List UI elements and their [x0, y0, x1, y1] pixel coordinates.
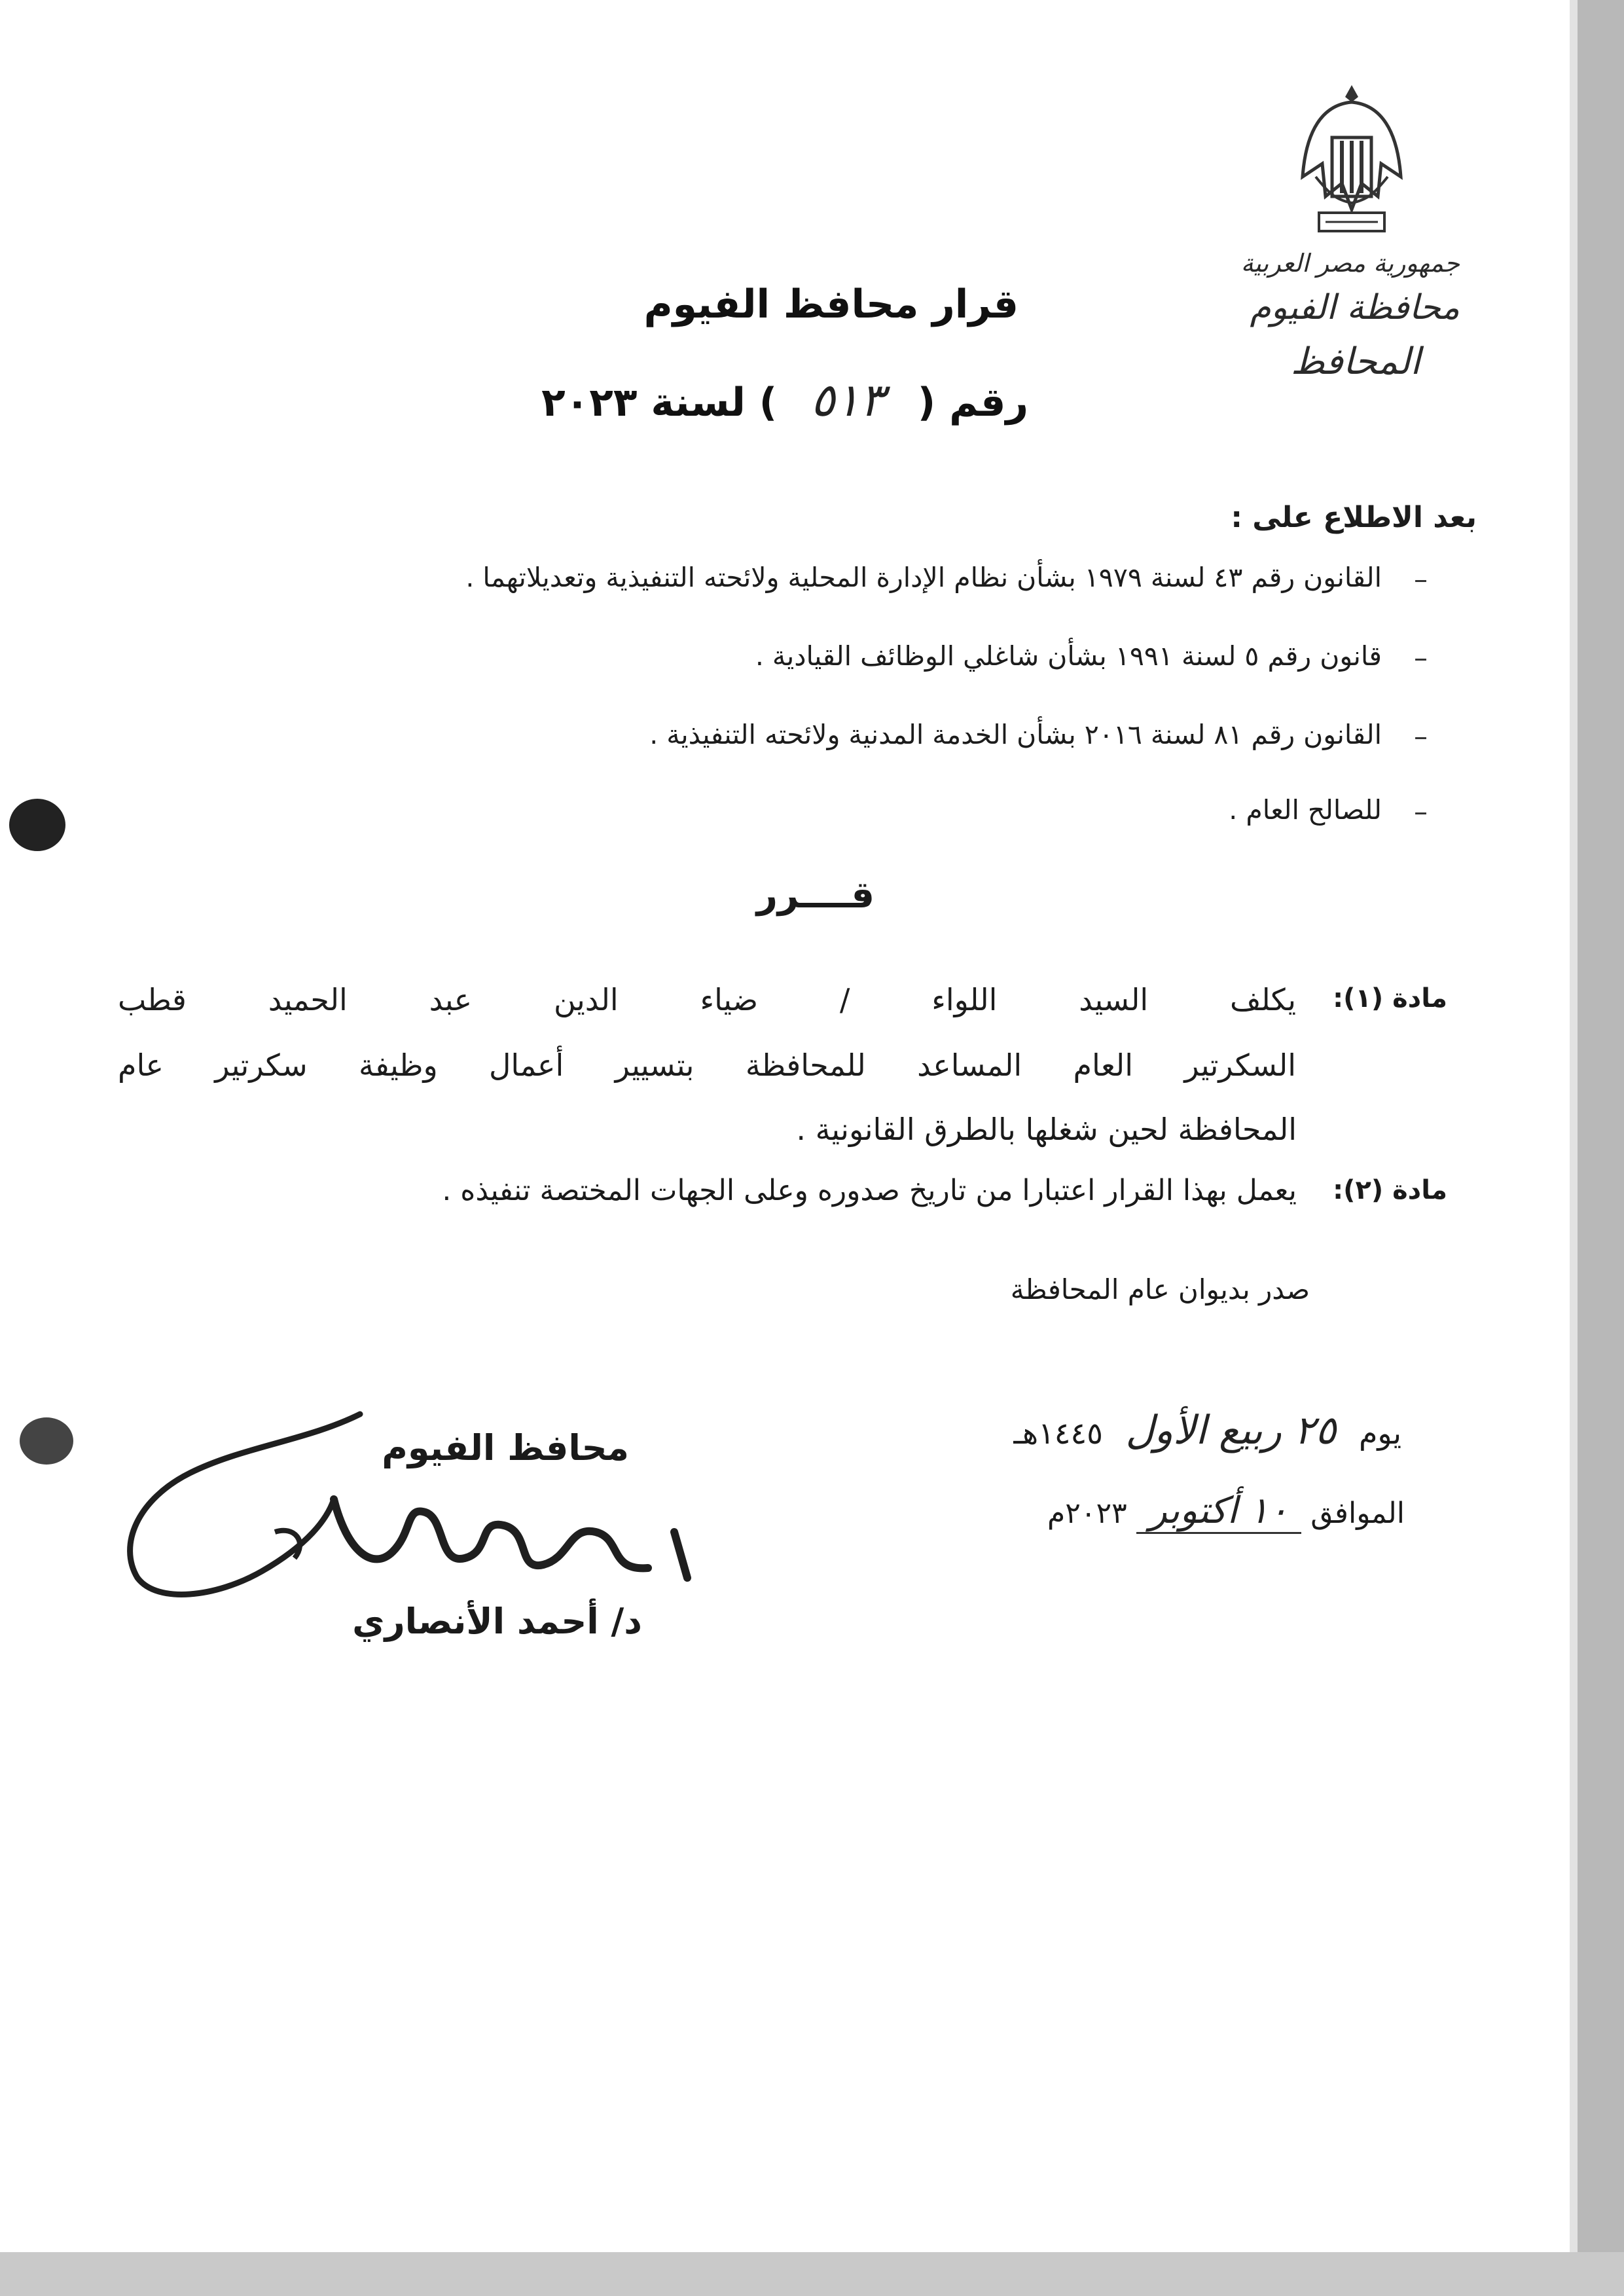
punch-hole-bottom	[20, 1417, 73, 1465]
bullet-dash: –	[1414, 563, 1428, 595]
decree-number-prefix: رقم (	[917, 380, 1028, 426]
article-2-label: مادة (٢):	[1333, 1175, 1447, 1205]
article-1-line-2: السكرتير العام المساعد للمحافظة بتسيير أعمال وظيفة سكرتير عام	[118, 1048, 1296, 1083]
decree-number: ٥١٣	[810, 373, 884, 427]
hijri-date-line	[1013, 1408, 1401, 1453]
header-office: المحافظ	[1290, 340, 1420, 383]
hijri-handwritten: ٢٥ ربيع الأول	[1125, 1408, 1337, 1453]
issued-at: صدر بديوان عام المحافظة	[1010, 1273, 1310, 1305]
preamble-item-3: القانون رقم ٨١ لسنة ٢٠١٦ بشأن الخدمة المدنية ولائحته التنفيذية .	[649, 719, 1382, 750]
decree-number-line	[541, 373, 1028, 427]
gregorian-date-line	[1047, 1489, 1405, 1532]
preamble-item-2: قانون رقم ٥ لسنة ١٩٩١ بشأن شاغلي الوظائف القيادية .	[755, 640, 1382, 672]
bullet-dash: –	[1414, 642, 1428, 674]
article-1-line-1: يكلف السيد اللواء / ضياء الدين عبد الحميد قطب	[118, 982, 1296, 1017]
scan-edge-bottom	[0, 2252, 1624, 2296]
scan-edge-right-inner	[1570, 0, 1578, 2296]
punch-hole-top	[9, 799, 65, 851]
header-governorate: محافظة الفيوم	[1250, 288, 1460, 327]
hijri-prefix: يوم	[1358, 1415, 1401, 1451]
letterhead	[1231, 79, 1466, 406]
preamble-heading: بعد الاطلاع على :	[1231, 501, 1477, 534]
signature-mark	[111, 1401, 700, 1617]
gregorian-prefix: الموافق	[1310, 1497, 1405, 1530]
article-1-line-3: المحافظة لحين شغلها بالطرق القانونية .	[796, 1112, 1297, 1147]
gregorian-handwritten: ١٠ أكتوبر	[1136, 1489, 1302, 1534]
article-2-line-1: يعمل بهذا القرار اعتبارا من تاريخ صدوره وعلى الجهات المختصة تنفيذه .	[442, 1174, 1297, 1207]
hijri-year: ١٤٤٥هـ	[1013, 1415, 1103, 1451]
article-1-label: مادة (١):	[1333, 983, 1447, 1013]
decree-year: ) لسنة ٢٠٢٣	[541, 380, 778, 426]
preamble-item-1: القانون رقم ٤٣ لسنة ١٩٧٩ بشأن نظام الإدارة المحلية ولائحته التنفيذية وتعديلاتهما .	[465, 562, 1382, 593]
eagle-emblem-icon	[1296, 79, 1407, 249]
scan-edge-right	[1576, 0, 1624, 2296]
preamble-item-4: للصالح العام .	[1229, 794, 1382, 826]
signatory-name: د/ أحمد الأنصاري	[352, 1601, 642, 1642]
decided-heading: قــــرر	[756, 874, 875, 917]
header-country: جمهورية مصر العربية	[1240, 249, 1460, 278]
gregorian-year: ٢٠٢٣م	[1047, 1497, 1127, 1530]
bullet-dash: –	[1414, 795, 1428, 828]
document-title: قرار محافظ الفيوم	[643, 282, 1019, 327]
signatory-title: محافظ الفيوم	[382, 1427, 629, 1468]
bullet-dash: –	[1414, 720, 1428, 752]
